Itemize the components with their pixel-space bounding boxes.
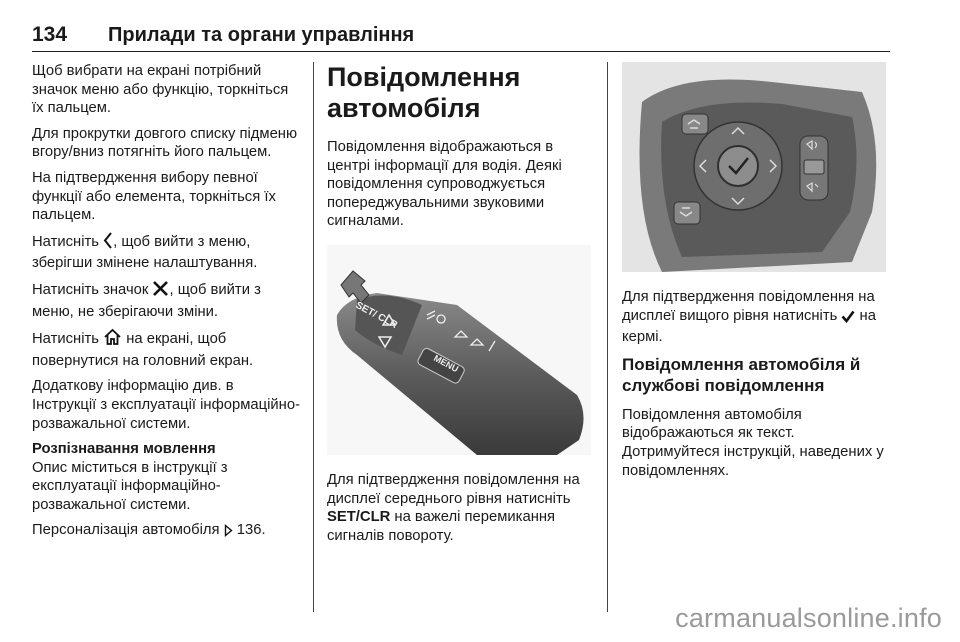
column-right [622, 62, 890, 487]
text: . [261, 522, 266, 539]
page-header [32, 16, 890, 52]
paragraph: Для прокрутки довгого списку підменю вгору/вниз потягніть його пальцем. [32, 125, 298, 161]
paragraph: На підтвердження вибору певної функції або елемента, торкніться їх пальцем. [32, 169, 276, 224]
paragraph [32, 328, 300, 370]
text: Для підтвердження повідомлення на дисплеї вищого рівня натисніть [622, 289, 875, 324]
paragraph [32, 232, 300, 273]
section-heading: Розпізнавання мовлення [32, 441, 216, 458]
watermark: carmanualsonline.info [675, 603, 942, 633]
page-reference[interactable]: 136 [236, 522, 262, 539]
menu-label: MENU [432, 352, 461, 375]
paragraph [32, 280, 300, 321]
column-left [32, 62, 300, 550]
text: Персоналізація автомобіля [32, 522, 224, 539]
cross-icon [152, 280, 169, 303]
text: на екрані, щоб повернутися на головний екран. [32, 331, 254, 369]
paragraph: Повідомлення автомобіля відображаються як текст. Дотримуйтеся інструкцій, наведених у повідомленнях. [622, 406, 884, 479]
text: Натисніть [32, 331, 104, 348]
text: Для підтвердження повідомлення на дисплеї середнього рівня натисніть [327, 471, 580, 507]
set-clr-label: SET/ CLR [353, 299, 399, 332]
column-middle [327, 62, 595, 552]
paragraph [622, 288, 890, 347]
text: Натисніть значок [32, 281, 153, 298]
paragraph [327, 471, 595, 545]
home-icon [103, 328, 122, 352]
chapter-title: Прилади та органи управління [108, 24, 415, 46]
text: на кермі. [622, 307, 876, 346]
paragraph: Повідомлення відображаються в центрі інформації для водія. Деякі повідомлення супроводжується попереджувальними звуковими сигналами. [327, 139, 562, 230]
section-heading: Повідомлення автомобіля [327, 62, 521, 123]
text: , щоб вийти з меню, не зберігаючи зміни. [32, 281, 261, 320]
steering-wheel-controls-illustration [622, 62, 886, 272]
button-name: SET/CLR [327, 509, 391, 526]
checkmark-icon [841, 310, 855, 329]
text: Опис міститься в інструкції з експлуатації інформаційно-розважальної системи. [32, 459, 228, 513]
paragraph [32, 521, 300, 543]
section [32, 440, 300, 514]
section-heading: Повідомлення автомобіля й службові повідомлення [622, 354, 861, 395]
column-divider [313, 62, 314, 612]
reference-arrow-icon [224, 524, 233, 543]
turn-signal-stalk-illustration [327, 245, 591, 455]
page-number: 134 [32, 23, 68, 46]
column-divider [607, 62, 608, 612]
paragraph: Додаткову інформацію див. в Інструкції з експлуатації інформаційно-розважальної системи. [32, 378, 300, 432]
text: , щоб вийти з меню, зберігши змінене налаштування. [32, 233, 258, 272]
text: на важелі перемикання сигналів повороту. [327, 509, 556, 544]
chevron-left-icon [103, 232, 113, 255]
text: Натисніть [32, 233, 104, 250]
paragraph: Щоб вибрати на екрані потрібний значок меню або функцію, торкніться їх пальцем. [32, 63, 289, 117]
